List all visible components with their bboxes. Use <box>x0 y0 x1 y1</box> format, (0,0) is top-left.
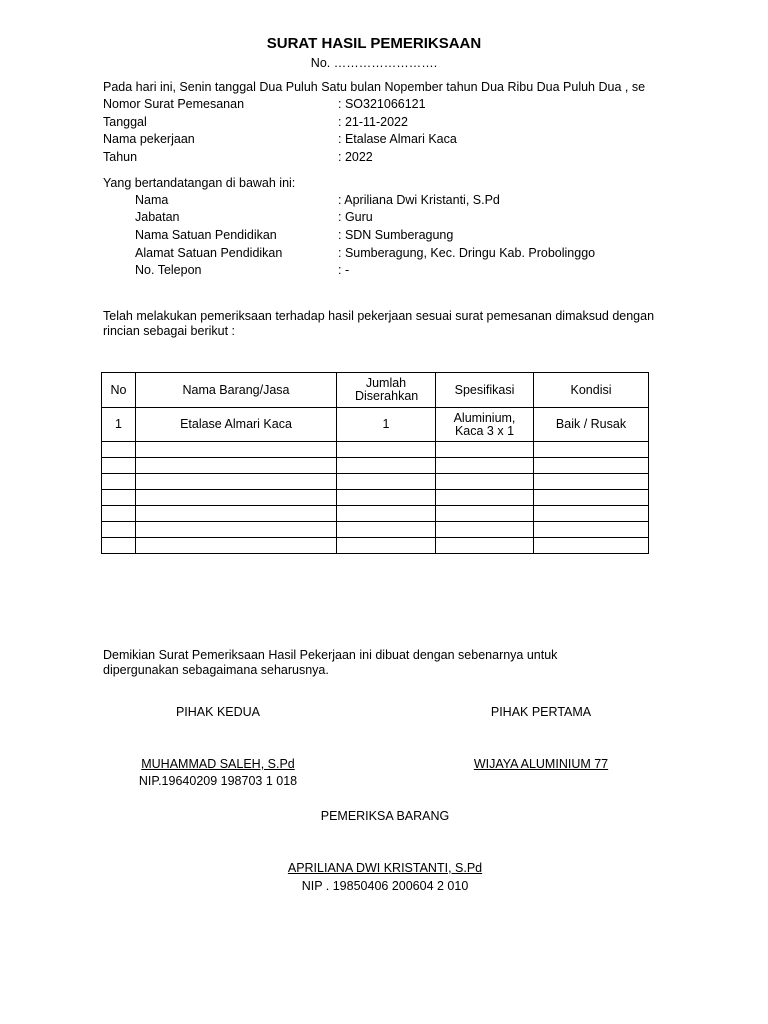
table-cell: Baik / Rusak <box>534 408 649 442</box>
field-value: : Etalase Almari Kaca <box>338 132 457 146</box>
empty-table-row <box>102 490 649 506</box>
school-name-row <box>103 228 663 245</box>
table-cell: Etalase Almari Kaca <box>136 408 337 442</box>
empty-table-row <box>102 506 649 522</box>
field-value: : Apriliana Dwi Kristanti, S.Pd <box>338 193 500 207</box>
school-address-row <box>103 246 663 263</box>
field-label: Nama pekerjaan <box>103 132 195 146</box>
table-header-row <box>102 373 649 408</box>
field-label: Jabatan <box>135 210 180 224</box>
year-row <box>103 150 663 167</box>
signer-position-row <box>103 210 663 227</box>
party-two-nip: NIP.19640209 198703 1 018 <box>138 774 298 788</box>
field-label: No. Telepon <box>135 263 202 277</box>
field-label: Nomor Surat Pemesanan <box>103 97 245 111</box>
party-one-name: WIJAYA ALUMINIUM 77 <box>473 757 609 771</box>
field-label: Tahun <box>103 150 138 164</box>
document-number: No. ……………………. <box>310 56 438 70</box>
table-cell: 1 <box>102 408 136 442</box>
items-table <box>101 372 649 554</box>
table-row <box>102 408 649 442</box>
signer-heading: Yang bertandatangan di bawah ini: <box>103 176 296 190</box>
inspector-name: APRILIANA DWI KRISTANTI, S.Pd <box>287 861 483 875</box>
column-header: No <box>102 373 136 408</box>
empty-table-row <box>102 522 649 538</box>
field-label: Nama Satuan Pendidikan <box>135 228 277 242</box>
field-label: Nama <box>135 193 169 207</box>
party-one-label: PIHAK PERTAMA <box>490 705 592 719</box>
closing-text: Demikian Surat Pemeriksaan Hasil Pekerjaan ini dibuat dengan sebenarnya untuk dipergunakan sebagaimana seharusnya. <box>103 648 558 677</box>
column-header: Spesifikasi <box>436 373 534 408</box>
signer-name-row <box>103 193 663 210</box>
empty-table-row <box>102 474 649 490</box>
field-value: : - <box>338 263 350 277</box>
job-name-row <box>103 132 663 149</box>
empty-table-row <box>102 458 649 474</box>
empty-table-row <box>102 442 649 458</box>
field-label: Tanggal <box>103 115 147 129</box>
inspector-label: PEMERIKSA BARANG <box>320 809 450 823</box>
date-row <box>103 115 663 132</box>
phone-row <box>103 263 663 280</box>
column-header: Nama Barang/Jasa <box>136 373 337 408</box>
field-value: : 2022 <box>338 150 373 164</box>
field-value: : SO321066121 <box>338 97 426 111</box>
field-label: Alamat Satuan Pendidikan <box>135 246 283 260</box>
party-two-name: MUHAMMAD SALEH, S.Pd <box>141 757 295 771</box>
field-value: : Sumberagung, Kec. Dringu Kab. Probolinggo <box>338 246 596 260</box>
document-title: SURAT HASIL PEMERIKSAAN <box>266 35 482 52</box>
field-value: : SDN Sumberagung <box>338 228 454 242</box>
column-header: Jumlah Diserahkan <box>337 373 436 408</box>
empty-table-row <box>102 538 649 554</box>
table-cell: 1 <box>337 408 436 442</box>
field-value: : Guru <box>338 210 373 224</box>
column-header: Kondisi <box>534 373 649 408</box>
field-value: : 21-11-2022 <box>338 115 408 129</box>
party-two-label: PIHAK KEDUA <box>175 705 261 719</box>
inspection-text: Telah melakukan pemeriksaan terhadap hasil pekerjaan sesuai surat pemesanan dimaksud dengan rincian sebagai berikut : <box>103 309 655 338</box>
order-number-row <box>103 97 663 114</box>
table-cell: Aluminium, Kaca 3 x 1 <box>436 408 534 442</box>
intro-text: Pada hari ini, Senin tanggal Dua Puluh Satu bulan Nopember tahun Dua Ribu Dua Puluh Dua , se <box>103 80 646 94</box>
inspector-nip: NIP . 19850406 200604 2 010 <box>301 879 469 893</box>
